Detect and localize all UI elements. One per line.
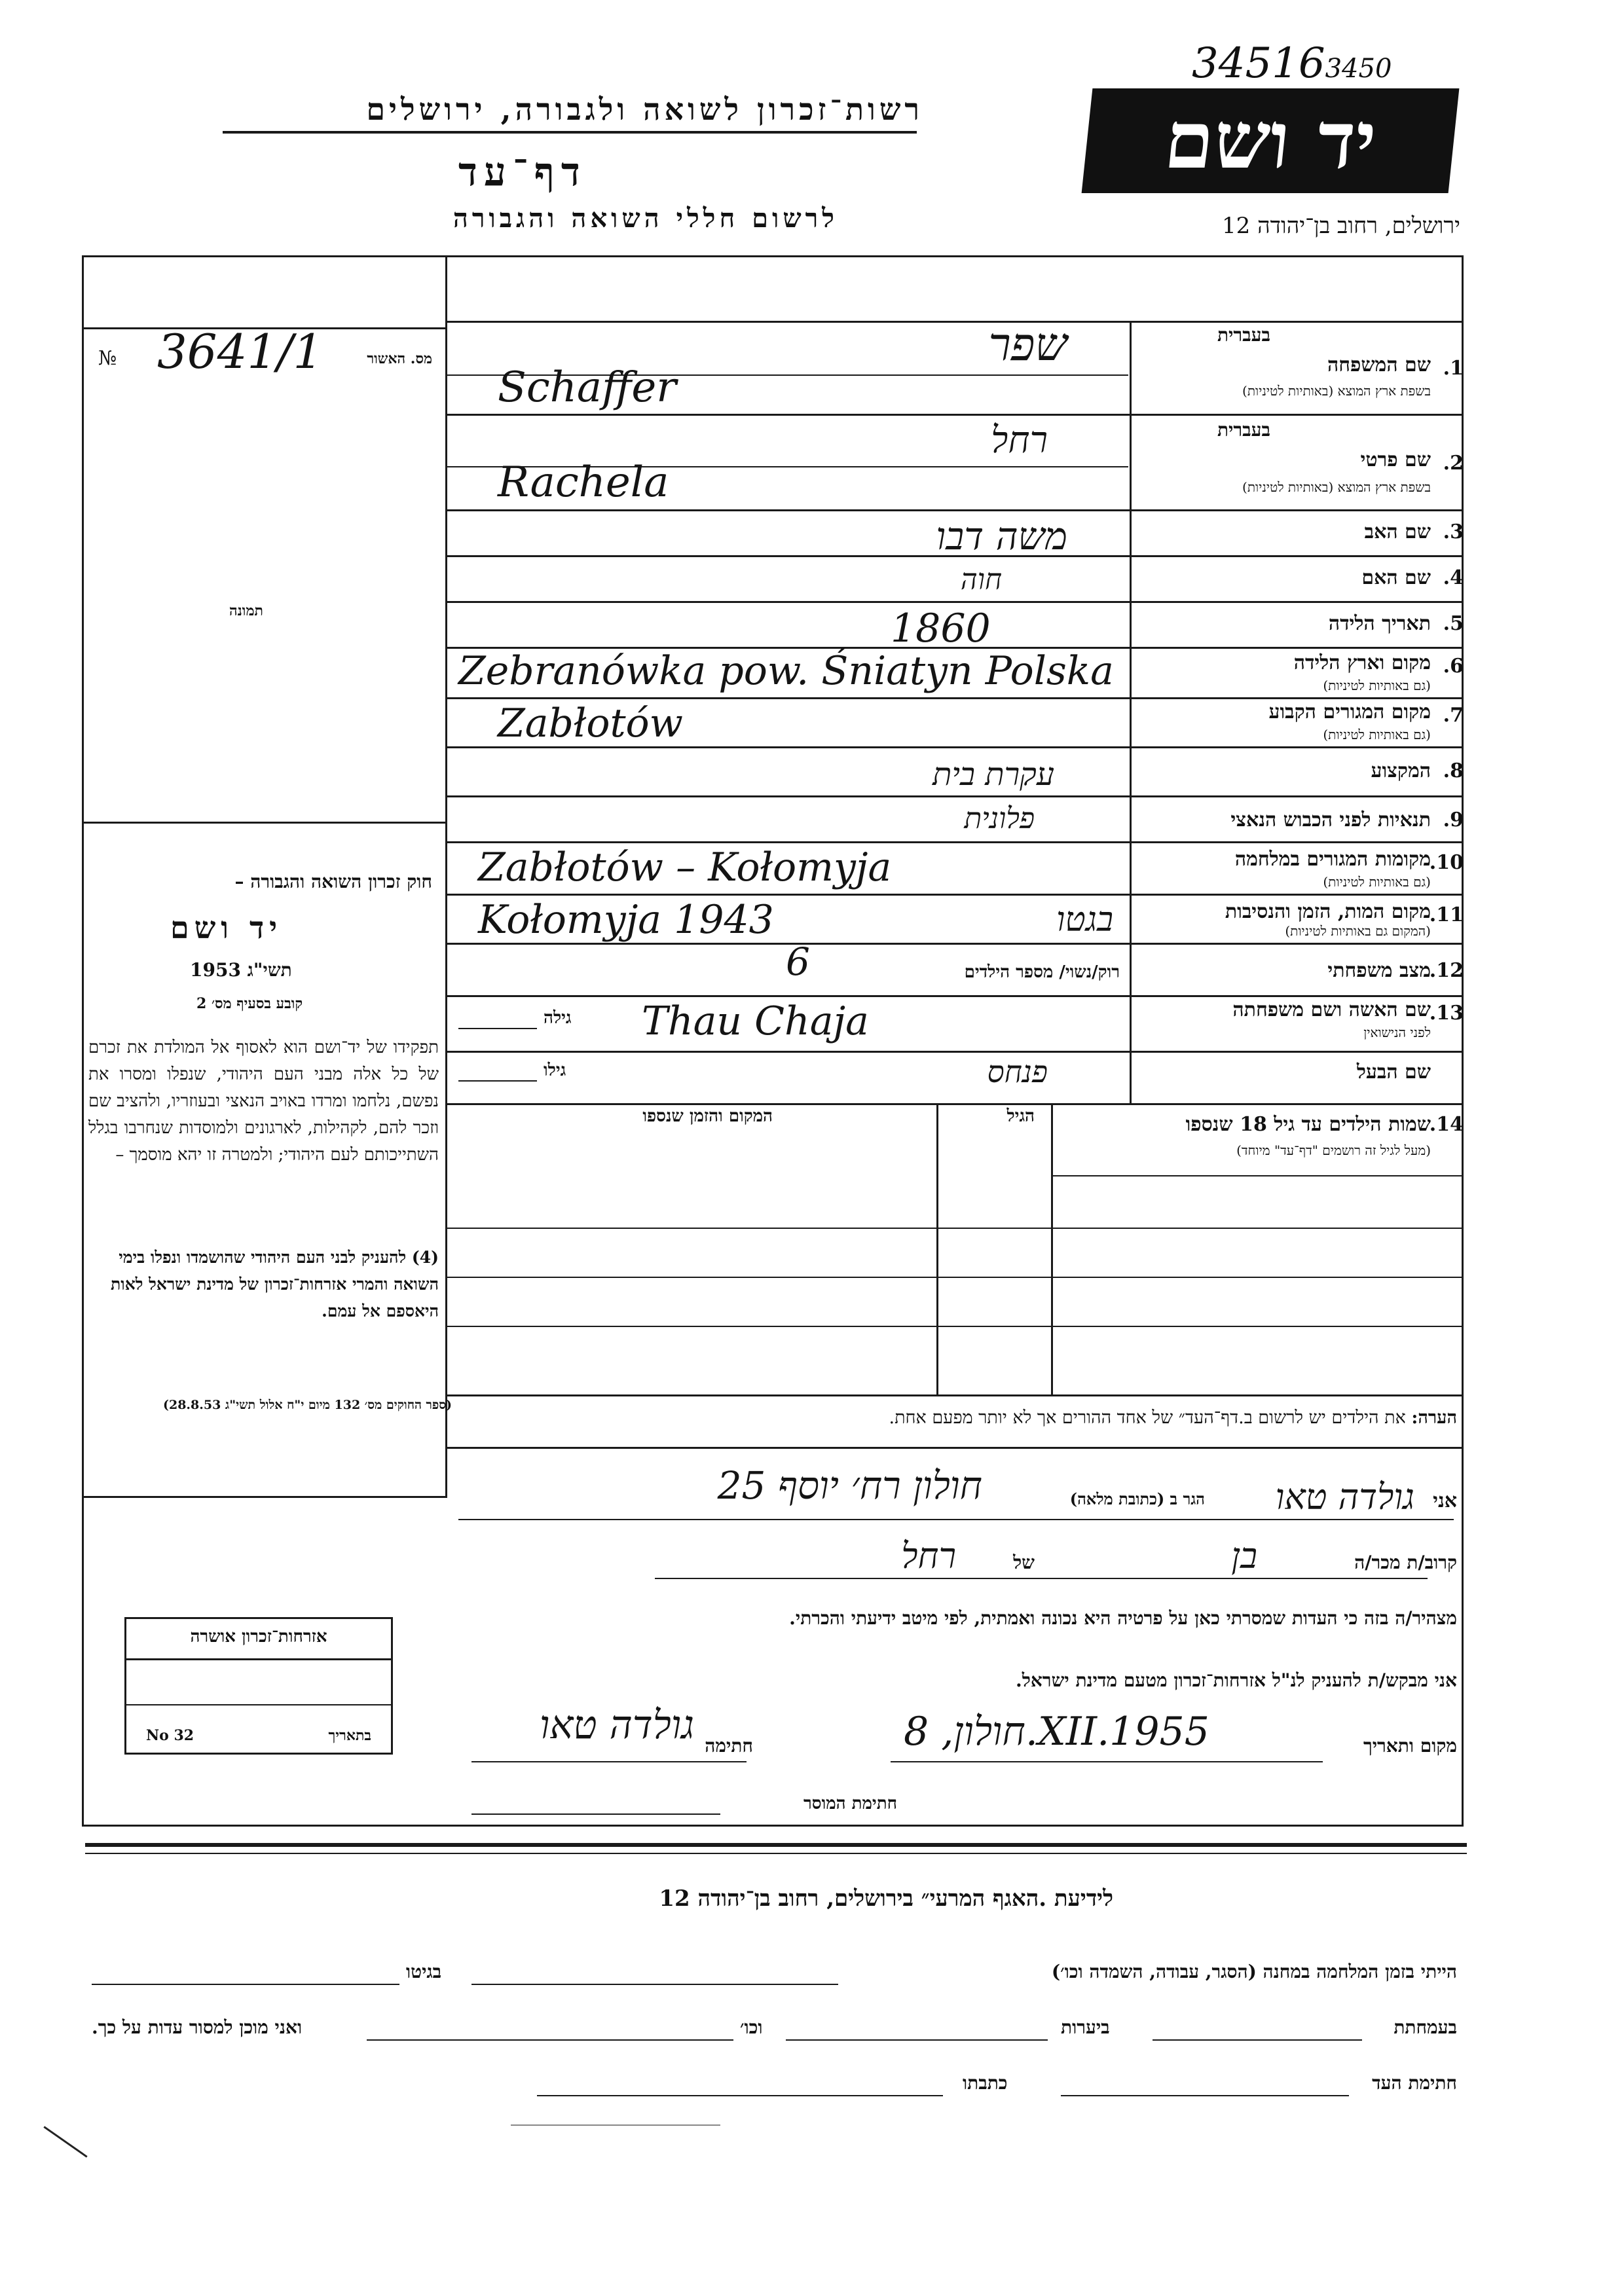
field-label: מקום המגורים הקבוע bbox=[1268, 701, 1431, 723]
law-clause: קובע בסעיף מס׳ 2 bbox=[196, 995, 303, 1012]
stamp-divider bbox=[126, 1704, 391, 1705]
fill-line bbox=[471, 1984, 838, 1985]
fill-line bbox=[537, 2095, 943, 2096]
field-num: 2. bbox=[1443, 452, 1464, 475]
scan-mark bbox=[43, 2126, 87, 2157]
issuer-label: חתימת המוסר bbox=[803, 1794, 897, 1813]
field-num: 6. bbox=[1443, 655, 1464, 678]
fill-line bbox=[92, 1984, 399, 1985]
stamp-date-label: בתאריך bbox=[328, 1727, 371, 1744]
field-label: שם האם bbox=[1361, 566, 1431, 589]
field-note: לפני הנישואין bbox=[1363, 1025, 1431, 1040]
row-line bbox=[447, 746, 1464, 748]
statement2: אני מבקש/ת להעניק לנ"ל אזרחות־זכרון מטעם מדינת ישראל. bbox=[1015, 1669, 1457, 1691]
fill-line bbox=[1153, 2039, 1362, 2041]
value-he: בגטו bbox=[1056, 900, 1113, 939]
value: פלונית bbox=[964, 802, 1035, 835]
left-col-divider bbox=[445, 255, 447, 1496]
photo-placeholder bbox=[98, 393, 413, 799]
footer-line3-mid: כתבתו bbox=[963, 2072, 1008, 2094]
place-date-label: מקום ותאריך bbox=[1363, 1735, 1457, 1757]
fill-line bbox=[786, 2039, 1048, 2041]
me-label: אני bbox=[1433, 1489, 1457, 1512]
form-top-row bbox=[445, 321, 1464, 323]
field-label: שם המשפחה bbox=[1327, 354, 1431, 376]
field-note: בשפת ארץ המוצא (באותיות לטיניות) bbox=[1242, 479, 1431, 495]
yad-vashem-logo: יד ושם bbox=[1082, 88, 1460, 193]
field-label: שם האשה ושם משפחתה bbox=[1232, 998, 1431, 1021]
remark bbox=[889, 1408, 1458, 1428]
field-num: 12. bbox=[1429, 959, 1464, 982]
value-latin: Schaffer bbox=[498, 363, 676, 412]
col-line bbox=[936, 1103, 938, 1394]
field-note: (גם באותיות לטיניות) bbox=[1323, 727, 1431, 742]
footer-line2-start: בעמחתת bbox=[1393, 2016, 1457, 2038]
scan-mark bbox=[511, 2124, 720, 2126]
field-label: מצב משפחתי bbox=[1327, 959, 1431, 982]
form-title: דף־עד bbox=[458, 149, 587, 195]
stamp-no: No 32 bbox=[146, 1727, 194, 1744]
address-label: הגר ב (כתובת מלאה) bbox=[1069, 1489, 1205, 1508]
row-line bbox=[447, 509, 1464, 511]
of-label: של bbox=[1013, 1552, 1035, 1573]
field-label: תנאיות לפני הכבוש הנאצי bbox=[1230, 809, 1431, 831]
stamp-divider bbox=[126, 1658, 391, 1660]
field-num: 3. bbox=[1443, 520, 1464, 543]
address-value: חולון רח׳ יוסף 25 bbox=[717, 1463, 982, 1508]
field-num: 7. bbox=[1443, 704, 1464, 727]
footer-line1-start: הייתי בזמן המלחמה במחנה (הסגר, עבודה, השמדה וכו׳) bbox=[1051, 1961, 1457, 1982]
row-line bbox=[447, 414, 1464, 416]
footer-line3-start: חתימת העד bbox=[1372, 2072, 1457, 2094]
field-label: מקומות המגורים במלחמה bbox=[1234, 848, 1431, 871]
field-num: 8. bbox=[1443, 759, 1464, 782]
statement1: מצהיר/ה בזה כי העדות שמסרתי כאן על פרטיה היא נכונה ואמתית, לפי מיטב ידיעתי והכרתי. bbox=[789, 1607, 1457, 1629]
issuer-line bbox=[471, 1813, 720, 1815]
field-num: 11. bbox=[1429, 903, 1464, 926]
law-title: חוק זכרון השואה והגבורה – bbox=[234, 871, 432, 892]
row-line bbox=[447, 1326, 1464, 1327]
field-num: 14. bbox=[1429, 1113, 1464, 1136]
header-address: ירושלים, רחוב בן־יהודה 12 bbox=[1222, 213, 1460, 239]
field-num: 10. bbox=[1429, 851, 1464, 874]
col-place-header: המקום והזמן שנספו bbox=[642, 1106, 773, 1126]
footer-line2-etc: וכו׳ bbox=[740, 2016, 763, 2038]
age-label: גילה bbox=[544, 1008, 572, 1028]
law-text-clause4: (4) להעניק לבני העם היהודי שהושמדו ונפלו בימי השואה והמרי אזרחות־זכרון של מדינת ישראל לאות היאספם אל עמם. bbox=[111, 1248, 439, 1321]
value-he: שפר bbox=[988, 318, 1067, 371]
value: Kołomyja 1943 bbox=[478, 897, 774, 943]
law-name: יד ושם bbox=[170, 910, 283, 945]
row-line bbox=[447, 1051, 1464, 1053]
serial-label: מס. האשור bbox=[367, 350, 432, 367]
place-date-value: חולון, 8.XII.1955 bbox=[904, 1709, 1209, 1755]
me-value: גולדה טאו bbox=[1275, 1476, 1414, 1518]
stamp-title: אזרחות־זכרון אושרה bbox=[190, 1627, 327, 1647]
age-label: גילו bbox=[544, 1061, 566, 1080]
fill-line bbox=[367, 2039, 733, 2041]
field-label: שם פרטי bbox=[1360, 448, 1431, 471]
law-year: תשי"ג 1953 bbox=[190, 959, 292, 981]
value: משה דבו bbox=[936, 514, 1067, 558]
footer-line1-end: בגיטו bbox=[406, 1961, 442, 1982]
citizenship-stamp bbox=[124, 1617, 393, 1755]
row-line bbox=[1051, 1175, 1464, 1176]
photo-label: תמונה bbox=[229, 602, 263, 619]
value: Thau Chaja bbox=[642, 998, 869, 1044]
hebrew-tag: בעברית bbox=[1217, 324, 1270, 346]
value-latin: Rachela bbox=[498, 458, 669, 507]
field-label: שם האב bbox=[1364, 520, 1431, 543]
col-age-header: הגיל bbox=[1006, 1106, 1035, 1126]
field-num: 1. bbox=[1443, 357, 1464, 380]
children-note: (מעל לגיל זה רושמים "דף־עד" מיוחד) bbox=[1236, 1142, 1431, 1158]
remark-divider bbox=[447, 1447, 1464, 1449]
relation-value: בן bbox=[1231, 1535, 1257, 1576]
age-line bbox=[458, 1028, 537, 1029]
row-line bbox=[447, 841, 1464, 843]
place-date-line bbox=[891, 1761, 1323, 1762]
label-col-divider bbox=[1130, 321, 1132, 1103]
col-line bbox=[1051, 1103, 1053, 1394]
row-line bbox=[447, 601, 1464, 603]
remark-label: הערה: bbox=[1411, 1408, 1457, 1428]
row-line bbox=[447, 697, 1464, 699]
serial-value: 3641/1 bbox=[157, 324, 323, 379]
law-text: תפקידו של יד־ושם הוא לאסוף אל המולדת את זכרם של כל אלה מבני העם היהודי, שנפלו ומסרו את נפשם, נלחמו ומרדו באויב הנאצי ובעוזריו, ולהציב שם וזכר להם, לקהילות, לארגונים ולמוסדות שנחרבו בגלל השתייכותם לעם היהודי; ולמטרה זו יהא מוסמך – bbox=[88, 1038, 439, 1165]
field-label: המקצוע bbox=[1371, 759, 1431, 782]
field-label: שם הבעל bbox=[1356, 1061, 1431, 1084]
value: Zebranówka pow. Śniatyn Polska bbox=[458, 648, 1114, 694]
law-footnote: (ספר החוקים מס׳ 132 מיום י"ח אלול תשי"ג 28.8.53) bbox=[162, 1398, 452, 1412]
footer-line2-end: ואני מוכן למסור עדות על כך. bbox=[92, 2016, 303, 2038]
age-line bbox=[458, 1080, 537, 1082]
footer-line2-mid: ביערות bbox=[1061, 2016, 1110, 2038]
field-label: מקום המות, הזמן והנסיבות bbox=[1225, 900, 1431, 923]
form-subtitle: לרשום חללי השואה והגבורה bbox=[452, 203, 838, 234]
field-label: תאריך הלידה bbox=[1328, 612, 1431, 635]
value-he: רחל bbox=[991, 419, 1048, 462]
footer-heading: לידיעת .האגף המרעי״ בירושלים, רחוב בן־יהודה 12 bbox=[659, 1886, 1113, 1912]
hebrew-tag: בעברית bbox=[1217, 419, 1270, 441]
field-label: מקום וארץ הלידה bbox=[1293, 651, 1431, 674]
signature-value: גולדה טאו bbox=[539, 1702, 694, 1748]
authority-title: רשות־זכרון לשואה ולגבורה, ירושלים bbox=[366, 92, 923, 127]
value: חוה bbox=[960, 563, 1002, 596]
footer-rule bbox=[85, 1843, 1467, 1847]
fill-line bbox=[1061, 2095, 1349, 2096]
marital-options: רוק/נשוי/ מספר הילדים bbox=[964, 962, 1120, 982]
serial-no-label: № bbox=[98, 347, 117, 370]
row-line bbox=[447, 1228, 1464, 1229]
field-note: בשפת ארץ המוצא (באותיות לטיניות) bbox=[1242, 383, 1431, 399]
me-line bbox=[458, 1519, 1454, 1520]
field-num: 5. bbox=[1443, 612, 1464, 635]
value: Zabłotów – Kołomyja bbox=[478, 845, 892, 890]
field-note: (גם באותיות לטיניות) bbox=[1323, 874, 1431, 890]
top-archive-number: 345163450 bbox=[1192, 39, 1392, 88]
remark-text: את הילדים יש לרשום ב.דף־העד״ של אחד ההורים אך לא יותר מפעם אחת. bbox=[889, 1408, 1406, 1428]
authority-underline bbox=[223, 131, 917, 134]
photo-divider bbox=[82, 822, 447, 824]
relation-line bbox=[655, 1578, 1428, 1579]
field-note: (המקום גם באותיות לטיניות) bbox=[1285, 923, 1431, 939]
value: Zabłotów bbox=[498, 701, 684, 746]
field-num: 4. bbox=[1443, 566, 1464, 589]
field-num: 9. bbox=[1443, 809, 1464, 831]
row-line bbox=[447, 995, 1464, 997]
row-line bbox=[447, 1103, 1464, 1105]
children-label: שמות הילדים עד גיל 18 שנספו bbox=[1185, 1113, 1431, 1136]
row-line bbox=[447, 943, 1464, 945]
row-line bbox=[447, 1394, 1464, 1396]
of-value: רחל bbox=[901, 1535, 956, 1576]
value: פנחס bbox=[987, 1054, 1048, 1089]
left-col-bottom bbox=[82, 1496, 447, 1498]
value: 1860 bbox=[891, 606, 991, 651]
value: עקרת בית bbox=[932, 756, 1054, 793]
field-num: 13. bbox=[1429, 1002, 1464, 1025]
relation-label: קרוב/ת מכר/ה bbox=[1354, 1552, 1457, 1573]
field-note: (גם באותיות לטיניות) bbox=[1323, 678, 1431, 693]
children-count: 6 bbox=[786, 939, 810, 984]
signature-label: חתימה bbox=[705, 1735, 753, 1757]
row-line bbox=[447, 1277, 1464, 1278]
signature-line bbox=[471, 1761, 747, 1762]
row-line bbox=[447, 795, 1464, 797]
row-line bbox=[447, 894, 1464, 896]
footer-rule bbox=[85, 1853, 1467, 1854]
